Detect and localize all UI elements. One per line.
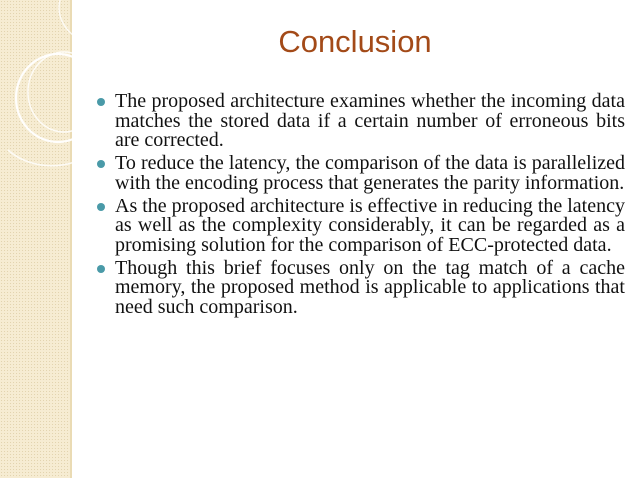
bullet-dot-icon: [97, 98, 105, 106]
bullet-dot-icon: [97, 160, 105, 168]
bullet-text: To reduce the latency, the comparison of the data is parallelized with the encoding process that generates the parity information.: [115, 152, 625, 194]
bullet-text: The proposed architecture examines whether the incoming data matches the stored data if a certain number of erroneous bits are corrected.: [115, 90, 625, 151]
bullet-dot-icon: [97, 265, 105, 273]
bullet-text: Though this brief focuses only on the tag match of a cache memory, the proposed method is applicable to applications that need such comparison.: [115, 256, 625, 318]
slide-title: Conclusion: [278, 24, 432, 59]
bullet-item: [95, 92, 625, 151]
bullet-dot-icon: [97, 203, 105, 211]
bullet-list: [95, 92, 625, 321]
bullet-text: As the proposed architecture is effective in reducing the latency as well as the complexity considerably, it can be regarded as a promising solution for the comparison of ECC-protected data.: [115, 194, 625, 256]
bullet-item: [95, 154, 625, 193]
bullet-item: [95, 256, 625, 318]
bullet-item: [95, 194, 625, 256]
